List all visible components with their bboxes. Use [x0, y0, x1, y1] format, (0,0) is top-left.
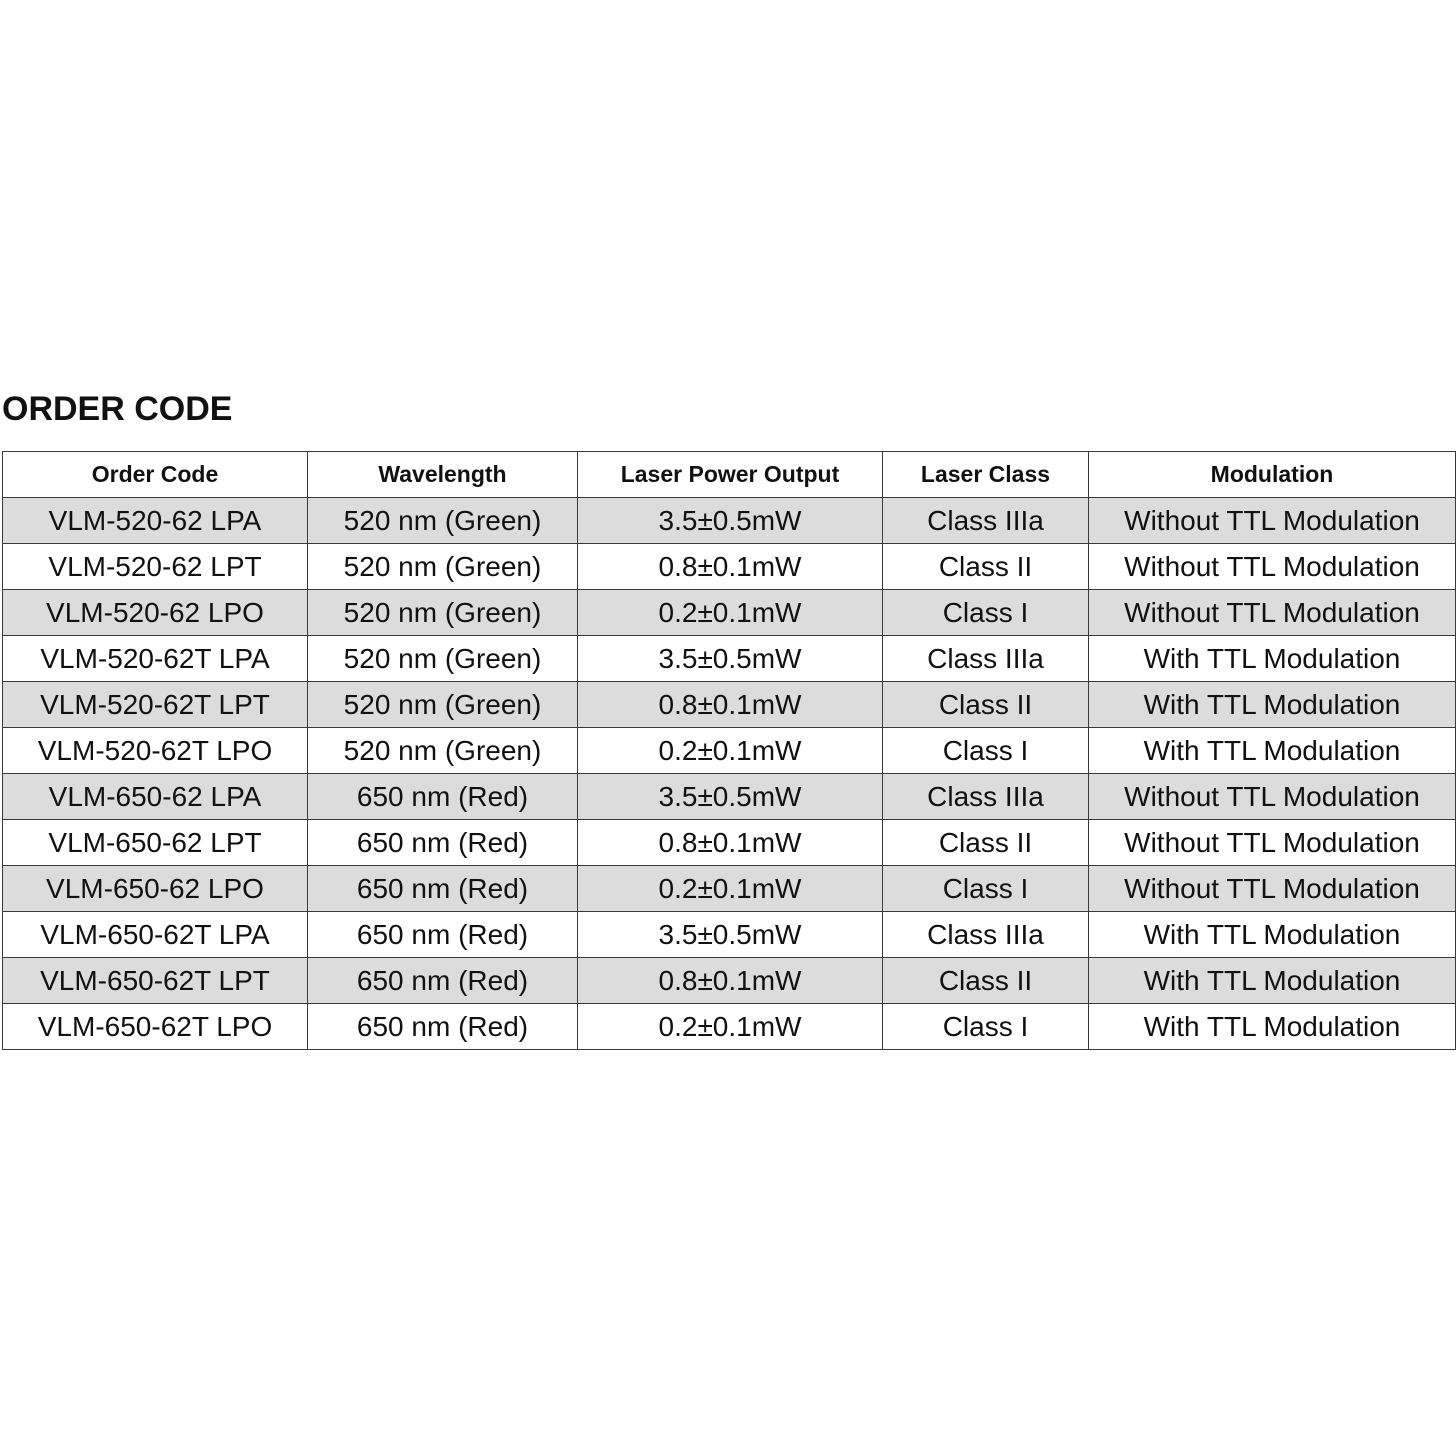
cell-laser-class: Class I — [883, 590, 1089, 636]
cell-order-code: VLM-650-62 LPA — [3, 774, 308, 820]
table-body — [3, 498, 1456, 1050]
cell-order-code: VLM-650-62T LPA — [3, 912, 308, 958]
cell-power-output: 0.8±0.1mW — [578, 682, 883, 728]
table-row — [3, 820, 1456, 866]
cell-power-output: 3.5±0.5mW — [578, 636, 883, 682]
cell-order-code: VLM-520-62 LPA — [3, 498, 308, 544]
cell-order-code: VLM-650-62T LPT — [3, 958, 308, 1004]
cell-wavelength: 520 nm (Green) — [308, 682, 578, 728]
cell-power-output: 3.5±0.5mW — [578, 498, 883, 544]
cell-laser-class: Class I — [883, 728, 1089, 774]
cell-modulation: With TTL Modulation — [1089, 1004, 1456, 1050]
table-row — [3, 590, 1456, 636]
cell-power-output: 0.2±0.1mW — [578, 866, 883, 912]
cell-power-output: 3.5±0.5mW — [578, 774, 883, 820]
cell-wavelength: 650 nm (Red) — [308, 866, 578, 912]
cell-laser-class: Class IIIa — [883, 774, 1089, 820]
cell-order-code: VLM-650-62 LPT — [3, 820, 308, 866]
cell-laser-class: Class IIIa — [883, 636, 1089, 682]
cell-laser-class: Class I — [883, 1004, 1089, 1050]
table-row — [3, 1004, 1456, 1050]
cell-wavelength: 520 nm (Green) — [308, 636, 578, 682]
cell-modulation: Without TTL Modulation — [1089, 866, 1456, 912]
header-wavelength: Wavelength — [308, 452, 578, 498]
table-row — [3, 912, 1456, 958]
cell-modulation: Without TTL Modulation — [1089, 498, 1456, 544]
cell-power-output: 0.2±0.1mW — [578, 728, 883, 774]
header-modulation: Modulation — [1089, 452, 1456, 498]
cell-modulation: With TTL Modulation — [1089, 636, 1456, 682]
cell-laser-class: Class II — [883, 544, 1089, 590]
cell-modulation: Without TTL Modulation — [1089, 590, 1456, 636]
table-row — [3, 774, 1456, 820]
cell-modulation: Without TTL Modulation — [1089, 820, 1456, 866]
cell-modulation: With TTL Modulation — [1089, 682, 1456, 728]
section-title: ORDER CODE — [2, 390, 233, 428]
header-laser-power-output: Laser Power Output — [578, 452, 883, 498]
cell-modulation: With TTL Modulation — [1089, 728, 1456, 774]
cell-laser-class: Class II — [883, 958, 1089, 1004]
cell-laser-class: Class I — [883, 866, 1089, 912]
header-row — [3, 452, 1456, 498]
cell-laser-class: Class II — [883, 820, 1089, 866]
cell-wavelength: 650 nm (Red) — [308, 820, 578, 866]
table-row — [3, 682, 1456, 728]
cell-power-output: 0.8±0.1mW — [578, 544, 883, 590]
table-row — [3, 866, 1456, 912]
cell-wavelength: 650 nm (Red) — [308, 1004, 578, 1050]
cell-modulation: With TTL Modulation — [1089, 958, 1456, 1004]
header-order-code: Order Code — [3, 452, 308, 498]
cell-order-code: VLM-520-62T LPA — [3, 636, 308, 682]
table-row — [3, 728, 1456, 774]
cell-order-code: VLM-520-62 LPT — [3, 544, 308, 590]
cell-power-output: 0.2±0.1mW — [578, 1004, 883, 1050]
cell-power-output: 0.8±0.1mW — [578, 820, 883, 866]
cell-order-code: VLM-650-62T LPO — [3, 1004, 308, 1050]
cell-power-output: 0.8±0.1mW — [578, 958, 883, 1004]
cell-wavelength: 650 nm (Red) — [308, 774, 578, 820]
table-row — [3, 958, 1456, 1004]
cell-laser-class: Class IIIa — [883, 912, 1089, 958]
table-header — [3, 452, 1456, 498]
cell-modulation: Without TTL Modulation — [1089, 774, 1456, 820]
cell-laser-class: Class IIIa — [883, 498, 1089, 544]
header-laser-class: Laser Class — [883, 452, 1089, 498]
cell-order-code: VLM-520-62T LPT — [3, 682, 308, 728]
cell-modulation: With TTL Modulation — [1089, 912, 1456, 958]
order-code-table — [2, 451, 1456, 1050]
cell-wavelength: 520 nm (Green) — [308, 728, 578, 774]
cell-wavelength: 520 nm (Green) — [308, 498, 578, 544]
cell-modulation: Without TTL Modulation — [1089, 544, 1456, 590]
cell-order-code: VLM-520-62 LPO — [3, 590, 308, 636]
cell-wavelength: 650 nm (Red) — [308, 958, 578, 1004]
cell-order-code: VLM-520-62T LPO — [3, 728, 308, 774]
cell-laser-class: Class II — [883, 682, 1089, 728]
cell-wavelength: 520 nm (Green) — [308, 544, 578, 590]
cell-wavelength: 650 nm (Red) — [308, 912, 578, 958]
cell-order-code: VLM-650-62 LPO — [3, 866, 308, 912]
table-row — [3, 498, 1456, 544]
cell-power-output: 3.5±0.5mW — [578, 912, 883, 958]
table-row — [3, 544, 1456, 590]
cell-wavelength: 520 nm (Green) — [308, 590, 578, 636]
table-row — [3, 636, 1456, 682]
cell-power-output: 0.2±0.1mW — [578, 590, 883, 636]
